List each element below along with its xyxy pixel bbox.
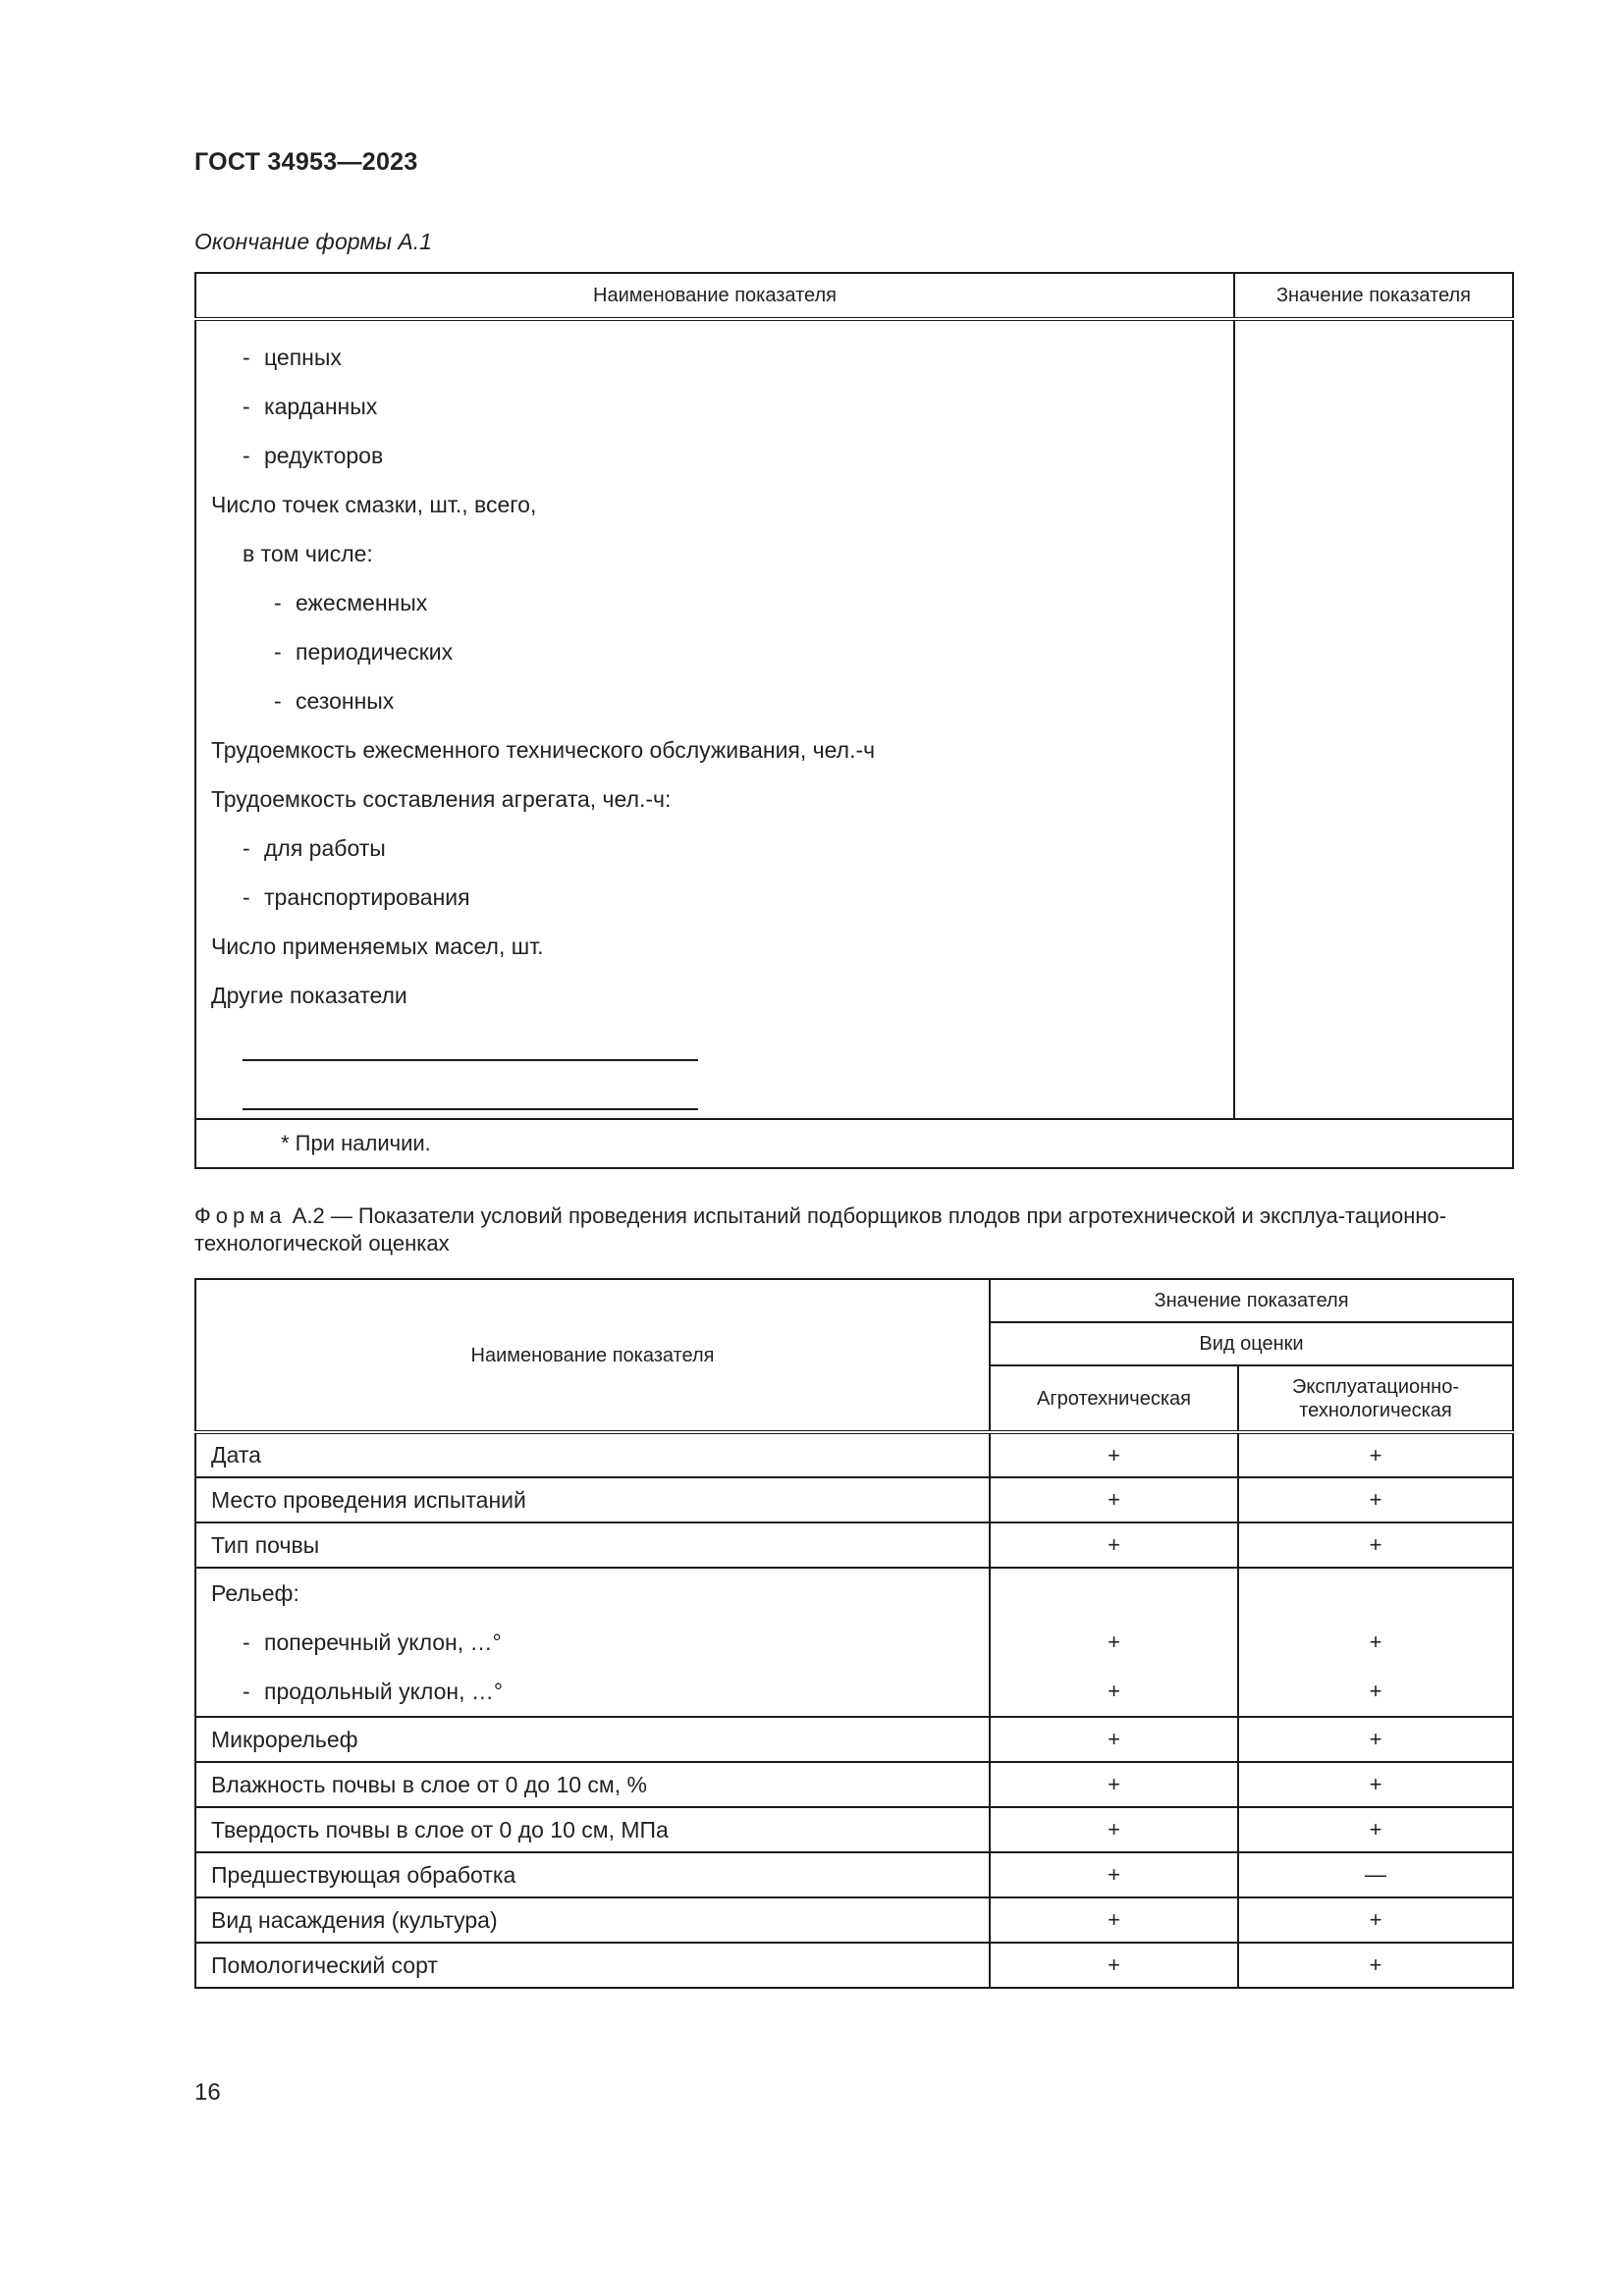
table-row: Микрорельеф + +: [195, 1717, 1513, 1762]
table-row: Тип почвы + +: [195, 1522, 1513, 1568]
blank-fill-line: [196, 1020, 1233, 1069]
list-item: - сезонных: [274, 688, 395, 714]
column-header-value: Значение показателя: [1234, 273, 1513, 319]
table-row: Помологический сорт + +: [195, 1943, 1513, 1988]
form-a1-caption: Окончание формы А.1: [194, 229, 432, 254]
list-item: - ежесменных: [274, 590, 428, 615]
table-row-relief: Рельеф: - поперечный уклон, …° - продольный уклон, …° + + + +: [195, 1568, 1513, 1717]
list-item: - редукторов: [243, 443, 384, 468]
form-label: Форма: [194, 1203, 287, 1228]
column-header-name: Наименование показателя: [195, 1279, 990, 1432]
list-item: в том числе:: [243, 541, 373, 566]
footnote: * При наличии.: [195, 1119, 1513, 1168]
column-header-agrotechnical: Агротехническая: [990, 1365, 1238, 1432]
list-item: - цепных: [243, 345, 342, 370]
relief-label: Рельеф:: [211, 1580, 299, 1606]
list-item: - поперечный уклон, …°: [243, 1629, 502, 1655]
table-row: Вид насаждения (культура) + +: [195, 1897, 1513, 1943]
value-cell-empty: [1234, 319, 1513, 1119]
form-a2-caption: [194, 1202, 1512, 1257]
column-header-operational: Эксплуатационно-технологическая: [1238, 1365, 1513, 1432]
page-number: 16: [194, 2079, 221, 2106]
list-item: - для работы: [243, 835, 386, 861]
column-header-name: Наименование показателя: [195, 273, 1234, 319]
list-item: Трудоемкость составления агрегата, чел.-ч:: [211, 786, 672, 812]
table-row: Твердость почвы в слое от 0 до 10 см, МПа + +: [195, 1807, 1513, 1852]
list-item: Число точек смазки, шт., всего,: [211, 492, 537, 517]
table-row: Предшествующая обработка + —: [195, 1852, 1513, 1897]
list-item: Трудоемкость ежесменного технического обслуживания, чел.-ч: [211, 737, 876, 763]
blank-fill-line: [196, 1069, 1233, 1118]
list-item: - карданных: [243, 394, 378, 419]
list-item: Другие показатели: [211, 983, 407, 1008]
table-row: Влажность почвы в слое от 0 до 10 см, % + +: [195, 1762, 1513, 1807]
list-item: - продольный уклон, …°: [243, 1679, 504, 1704]
column-header-assessment-type: Вид оценки: [990, 1322, 1513, 1365]
indicator-list-cell: [195, 319, 1234, 1119]
list-item: Число применяемых масел, шт.: [211, 934, 544, 959]
document-header: ГОСТ 34953—2023: [194, 148, 418, 176]
form-a1-table: [194, 272, 1514, 1169]
form-a2-table: [194, 1278, 1514, 1989]
table-row: Место проведения испытаний + +: [195, 1477, 1513, 1522]
list-item: - транспортирования: [243, 884, 470, 910]
form-a2-title: А.2 — Показатели условий проведения испытаний подборщиков плодов при агротехнической и эксплуа-тационно-технологической оценках: [194, 1203, 1447, 1255]
list-item: - периодических: [274, 639, 454, 665]
table-row: Дата + +: [195, 1432, 1513, 1477]
column-header-value: Значение показателя: [990, 1279, 1513, 1322]
